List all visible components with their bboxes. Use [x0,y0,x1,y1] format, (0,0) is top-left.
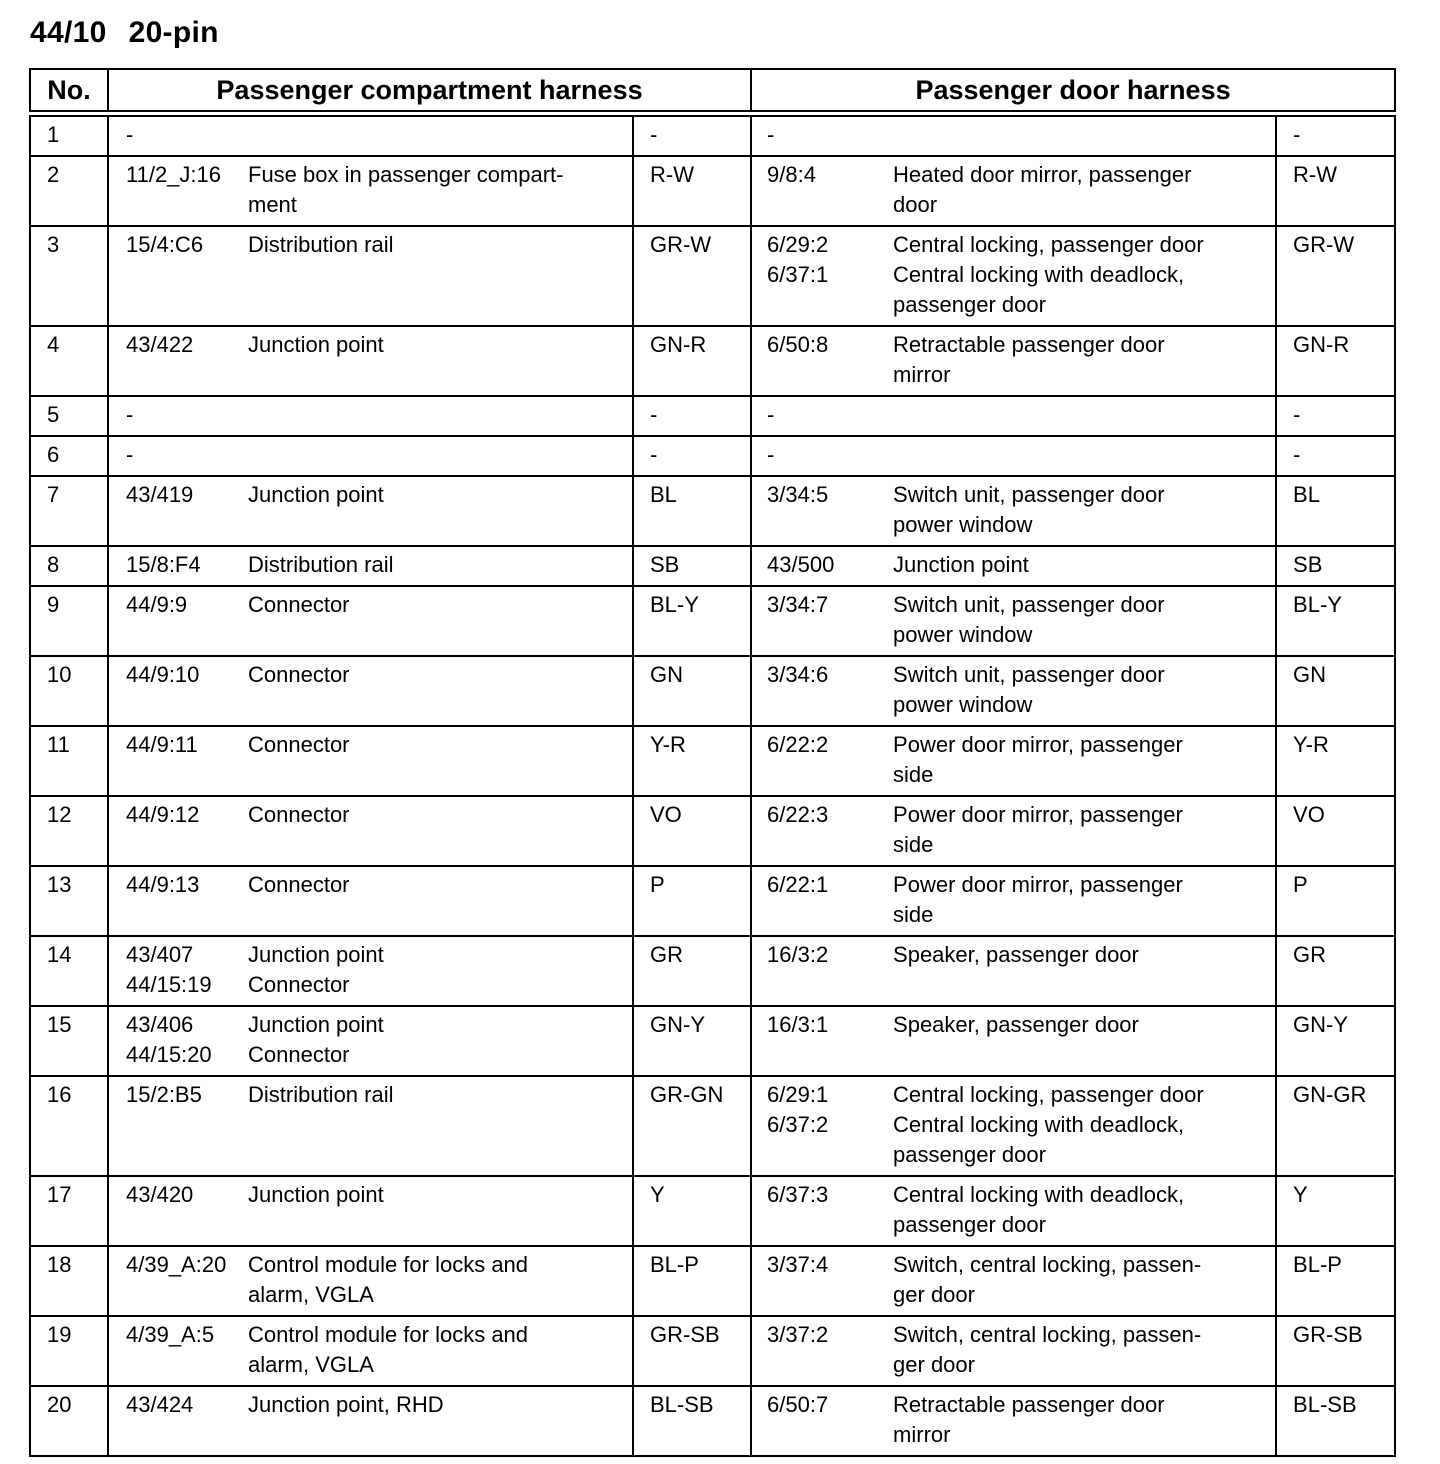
compartment-description: Connector [248,586,633,656]
compartment-wire-color: Y-R [633,726,751,796]
table-row [30,114,1395,157]
table-row [30,546,1395,586]
pin-number: 9 [30,586,108,656]
pin-number: 2 [30,156,108,226]
door-code: 16/3:2 [751,936,893,1006]
pin-number: 4 [30,326,108,396]
compartment-code: 4/39_A:20 [108,1246,248,1316]
compartment-code: 43/406 44/15:20 [108,1006,248,1076]
connector-pin-table [29,68,1396,1457]
door-wire-color: BL-P [1276,1246,1395,1316]
compartment-description: Junction point [248,476,633,546]
door-wire-color: BL-Y [1276,586,1395,656]
door-description: Junction point [893,546,1276,586]
table-row [30,1316,1395,1386]
door-code: 6/29:2 6/37:1 [751,226,893,326]
compartment-wire-color: GN [633,656,751,726]
door-description [893,436,1276,476]
compartment-code: 43/424 [108,1386,248,1456]
door-wire-color: - [1276,436,1395,476]
table-row [30,726,1395,796]
door-code: 9/8:4 [751,156,893,226]
compartment-description: Connector [248,796,633,866]
compartment-code: 15/8:F4 [108,546,248,586]
door-code: 6/50:8 [751,326,893,396]
door-description: Power door mirror, passenger side [893,726,1276,796]
compartment-code: 11/2_J:16 [108,156,248,226]
compartment-description: Control module for locks and alarm, VGLA [248,1246,633,1316]
door-description: Power door mirror, passenger side [893,796,1276,866]
door-wire-color: GR-SB [1276,1316,1395,1386]
compartment-code: 43/420 [108,1176,248,1246]
door-wire-color: GN-GR [1276,1076,1395,1176]
pin-number: 14 [30,936,108,1006]
pin-number: 5 [30,396,108,436]
compartment-description [248,436,633,476]
pin-number: 7 [30,476,108,546]
door-wire-color: VO [1276,796,1395,866]
compartment-wire-color: P [633,866,751,936]
compartment-wire-color: BL [633,476,751,546]
door-wire-color: Y-R [1276,726,1395,796]
compartment-wire-color: - [633,114,751,157]
door-description: Switch unit, passenger door power window [893,476,1276,546]
door-description: Power door mirror, passenger side [893,866,1276,936]
door-code: 3/34:7 [751,586,893,656]
door-code: 6/50:7 [751,1386,893,1456]
door-description: Switch, central locking, passen- ger door [893,1316,1276,1386]
door-description: Retractable passenger door mirror [893,326,1276,396]
compartment-wire-color: GR-SB [633,1316,751,1386]
pin-number: 11 [30,726,108,796]
pin-number: 8 [30,546,108,586]
door-code: - [751,436,893,476]
table-row [30,476,1395,546]
door-code: 6/22:2 [751,726,893,796]
compartment-description [248,396,633,436]
compartment-code: 44/9:10 [108,656,248,726]
door-code: 16/3:1 [751,1006,893,1076]
pin-number: 17 [30,1176,108,1246]
table-row [30,326,1395,396]
door-description: Switch, central locking, passen- ger door [893,1246,1276,1316]
compartment-wire-color: GR-GN [633,1076,751,1176]
compartment-description: Connector [248,726,633,796]
compartment-wire-color: Y [633,1176,751,1246]
door-description: Switch unit, passenger door power window [893,656,1276,726]
compartment-description: Junction point [248,1176,633,1246]
compartment-code: 4/39_A:5 [108,1316,248,1386]
door-description [893,396,1276,436]
door-code: 6/22:3 [751,796,893,866]
door-code: 6/22:1 [751,866,893,936]
table-row [30,1386,1395,1456]
page-title [30,16,219,50]
door-wire-color: BL-SB [1276,1386,1395,1456]
table-body [30,114,1395,1457]
door-code: 6/29:1 6/37:2 [751,1076,893,1176]
pin-number: 20 [30,1386,108,1456]
pin-number: 18 [30,1246,108,1316]
compartment-code: 44/9:12 [108,796,248,866]
door-wire-color: GN-R [1276,326,1395,396]
door-wire-color: - [1276,114,1395,157]
door-description: Retractable passenger door mirror [893,1386,1276,1456]
compartment-description: Connector [248,656,633,726]
table-row [30,226,1395,326]
door-code: 43/500 [751,546,893,586]
door-description: Switch unit, passenger door power window [893,586,1276,656]
pin-number: 10 [30,656,108,726]
table-row [30,156,1395,226]
compartment-wire-color: SB [633,546,751,586]
table-row [30,586,1395,656]
pin-number: 16 [30,1076,108,1176]
table-row [30,1076,1395,1176]
door-code: 6/37:3 [751,1176,893,1246]
table-row [30,866,1395,936]
pin-number: 19 [30,1316,108,1386]
door-wire-color: BL [1276,476,1395,546]
compartment-description: Junction point [248,326,633,396]
compartment-code: 15/4:C6 [108,226,248,326]
compartment-description: Junction point, RHD [248,1386,633,1456]
compartment-code: 43/419 [108,476,248,546]
pin-number: 6 [30,436,108,476]
door-description: Central locking with deadlock, passenger door [893,1176,1276,1246]
table-row [30,796,1395,866]
compartment-code: 44/9:13 [108,866,248,936]
pin-number: 3 [30,226,108,326]
compartment-wire-color: GR-W [633,226,751,326]
compartment-wire-color: VO [633,796,751,866]
connector-id: 44/10 [30,16,107,49]
door-wire-color: GR [1276,936,1395,1006]
compartment-description: Control module for locks and alarm, VGLA [248,1316,633,1386]
pin-number: 1 [30,114,108,157]
table-row [30,936,1395,1006]
table-row [30,1176,1395,1246]
door-wire-color: SB [1276,546,1395,586]
compartment-description [248,114,633,157]
door-wire-color: Y [1276,1176,1395,1246]
door-wire-color: P [1276,866,1395,936]
compartment-description: Junction point Connector [248,1006,633,1076]
compartment-wire-color: BL-P [633,1246,751,1316]
pin-number: 15 [30,1006,108,1076]
compartment-code: 44/9:9 [108,586,248,656]
header-passenger-door: Passenger door harness [751,69,1395,114]
door-code: 3/34:5 [751,476,893,546]
header-passenger-compartment: Passenger compartment harness [108,69,751,114]
door-code: - [751,396,893,436]
compartment-description: Distribution rail [248,226,633,326]
table-row [30,1006,1395,1076]
compartment-code: - [108,396,248,436]
pin-number: 12 [30,796,108,866]
compartment-wire-color: - [633,396,751,436]
header-row [30,69,1395,114]
table-row [30,656,1395,726]
compartment-code: 43/422 [108,326,248,396]
door-wire-color: GN-Y [1276,1006,1395,1076]
compartment-code: 15/2:B5 [108,1076,248,1176]
door-description: Central locking, passenger door Central locking with deadlock, passenger door [893,1076,1276,1176]
table-row [30,436,1395,476]
table-row [30,1246,1395,1316]
compartment-description: Junction point Connector [248,936,633,1006]
table-row [30,396,1395,436]
door-code: 3/34:6 [751,656,893,726]
compartment-code: - [108,114,248,157]
door-code: - [751,114,893,157]
compartment-wire-color: BL-SB [633,1386,751,1456]
door-code: 3/37:4 [751,1246,893,1316]
compartment-code: - [108,436,248,476]
pin-count: 20-pin [128,16,219,49]
compartment-description: Distribution rail [248,546,633,586]
door-wire-color: R-W [1276,156,1395,226]
door-description: Speaker, passenger door [893,1006,1276,1076]
door-code: 3/37:2 [751,1316,893,1386]
compartment-wire-color: R-W [633,156,751,226]
door-wire-color: - [1276,396,1395,436]
door-description: Heated door mirror, passenger door [893,156,1276,226]
compartment-description: Fuse box in passenger compart- ment [248,156,633,226]
pin-number: 13 [30,866,108,936]
compartment-wire-color: BL-Y [633,586,751,656]
door-description: Central locking, passenger door Central locking with deadlock, passenger door [893,226,1276,326]
compartment-code: 43/407 44/15:19 [108,936,248,1006]
compartment-wire-color: GR [633,936,751,1006]
compartment-description: Distribution rail [248,1076,633,1176]
door-description: Speaker, passenger door [893,936,1276,1006]
compartment-wire-color: - [633,436,751,476]
door-description [893,114,1276,157]
compartment-wire-color: GN-Y [633,1006,751,1076]
door-wire-color: GN [1276,656,1395,726]
compartment-description: Connector [248,866,633,936]
door-wire-color: GR-W [1276,226,1395,326]
compartment-code: 44/9:11 [108,726,248,796]
header-no: No. [30,69,108,114]
compartment-wire-color: GN-R [633,326,751,396]
